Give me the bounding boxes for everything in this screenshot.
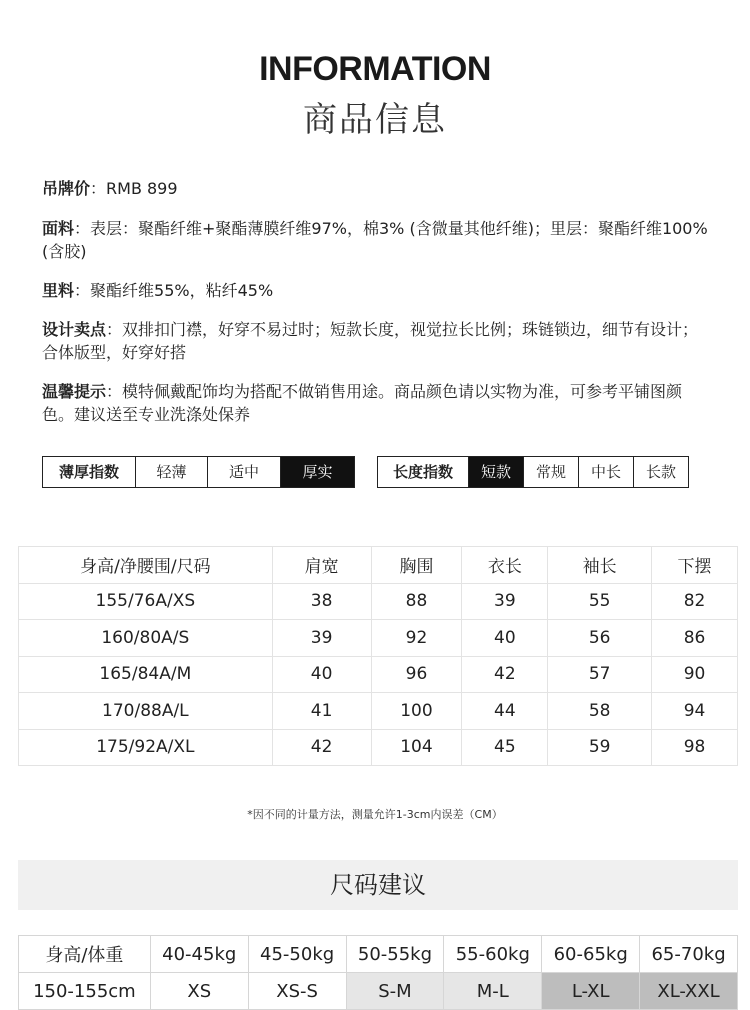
- design-line: [42, 318, 712, 364]
- suggest-header-cell: 身高/体重: [19, 936, 151, 973]
- length-index-label: 长度指数: [392, 463, 453, 481]
- suggest-cell: S-M: [346, 973, 444, 1010]
- suggest-cell: XL-XXL: [640, 973, 738, 1010]
- table-cell: 56: [548, 620, 652, 657]
- table-cell: 155/76A/XS: [19, 583, 273, 620]
- size-header-cell: 胸围: [371, 547, 462, 584]
- thickness-index-label: 薄厚指数: [58, 463, 119, 481]
- table-cell: 39: [462, 583, 548, 620]
- table-cell: 57: [548, 656, 652, 693]
- table-cell: 104: [371, 729, 462, 766]
- size-table: [18, 546, 738, 766]
- suggest-header-cell: 55-60kg: [444, 936, 542, 973]
- tips-value: ：模特佩戴配饰均为搭配不做销售用途。商品颜色请以实物为准，可参考平铺图颜色。建议送至专业洗涤处保养: [42, 382, 683, 424]
- table-cell: 170/88A/L: [19, 693, 273, 730]
- suggest-cell: XS-S: [248, 973, 346, 1010]
- table-cell: 165/84A/M: [19, 656, 273, 693]
- table-cell: 98: [652, 729, 738, 766]
- table-cell: 94: [652, 693, 738, 730]
- table-cell: 160/80A/S: [19, 620, 273, 657]
- suggest-header-cell: 50-55kg: [346, 936, 444, 973]
- table-cell: 96: [371, 656, 462, 693]
- tips-label: 温馨提示: [42, 382, 107, 401]
- lining-value: ：聚酯纤维55%，粘纤45%: [74, 281, 274, 300]
- price-label: 吊牌价: [42, 179, 91, 198]
- size-header-cell: 袖长: [548, 547, 652, 584]
- table-cell: 42: [462, 656, 548, 693]
- size-header-cell: 肩宽: [272, 547, 371, 584]
- measure-note: *因不同的计量方法，测量允许1-3cm内误差（CM）: [247, 808, 503, 821]
- table-row: [19, 620, 738, 657]
- price-line: [42, 177, 712, 200]
- thickness-index: [42, 456, 355, 488]
- design-value: ：双排扣门襟，好穿不易过时；短款长度，视觉拉长比例；珠链锁边，细节有设计；合体版型，好穿好搭: [42, 320, 699, 362]
- table-cell: 58: [548, 693, 652, 730]
- design-label: 设计卖点: [42, 320, 107, 339]
- suggest-cell: 150-155cm: [19, 973, 151, 1010]
- table-cell: 59: [548, 729, 652, 766]
- suggest-cell: M-L: [444, 973, 542, 1010]
- table-row: [19, 693, 738, 730]
- size-suggest-table: [18, 935, 738, 1010]
- suggest-row: [19, 973, 738, 1010]
- table-cell: 90: [652, 656, 738, 693]
- suggest-header-cell: 65-70kg: [640, 936, 738, 973]
- table-cell: 82: [652, 583, 738, 620]
- length-option-long: 长款: [633, 457, 688, 487]
- table-cell: 41: [272, 693, 371, 730]
- fabric-line: [42, 217, 712, 263]
- thickness-option-light: 轻薄: [135, 457, 207, 487]
- suggest-header-cell: 60-65kg: [542, 936, 640, 973]
- suggest-header-row: [19, 936, 738, 973]
- thickness-option-thick: 厚实: [280, 457, 354, 487]
- size-header-cell: 身高/净腰围/尺码: [19, 547, 273, 584]
- suggest-header-cell: 45-50kg: [248, 936, 346, 973]
- lining-label: 里料: [42, 281, 75, 300]
- size-suggest-title: 尺码建议: [18, 860, 738, 910]
- suggest-cell: XS: [150, 973, 248, 1010]
- table-row: [19, 583, 738, 620]
- table-cell: 39: [272, 620, 371, 657]
- table-cell: 40: [462, 620, 548, 657]
- size-header-cell: 下摆: [652, 547, 738, 584]
- table-cell: 40: [272, 656, 371, 693]
- length-option-regular: 常规: [523, 457, 578, 487]
- length-option-short: 短款: [468, 457, 523, 487]
- suggest-header-cell: 40-45kg: [150, 936, 248, 973]
- size-header-cell: 衣长: [462, 547, 548, 584]
- length-option-mid: 中长: [578, 457, 633, 487]
- fabric-value: ：表层：聚酯纤维+聚酯薄膜纤维97%，棉3% (含微量其他纤维)；里层：聚酯纤维100% (含胶): [42, 219, 708, 261]
- tips-line: [42, 380, 712, 426]
- title-cn: 商品信息: [303, 100, 447, 140]
- thickness-option-medium: 适中: [207, 457, 280, 487]
- title-en: INFORMATION: [259, 50, 491, 88]
- table-cell: 38: [272, 583, 371, 620]
- lining-line: [42, 279, 712, 302]
- fabric-label: 面料: [42, 219, 75, 238]
- table-cell: 55: [548, 583, 652, 620]
- table-cell: 92: [371, 620, 462, 657]
- table-cell: 175/92A/XL: [19, 729, 273, 766]
- table-cell: 100: [371, 693, 462, 730]
- length-index: [377, 456, 689, 488]
- table-row: [19, 729, 738, 766]
- price-value: ：RMB 899: [90, 179, 178, 198]
- table-cell: 44: [462, 693, 548, 730]
- suggest-cell: L-XL: [542, 973, 640, 1010]
- table-cell: 88: [371, 583, 462, 620]
- table-cell: 45: [462, 729, 548, 766]
- table-row: [19, 656, 738, 693]
- table-cell: 42: [272, 729, 371, 766]
- table-cell: 86: [652, 620, 738, 657]
- size-table-header: [19, 547, 738, 584]
